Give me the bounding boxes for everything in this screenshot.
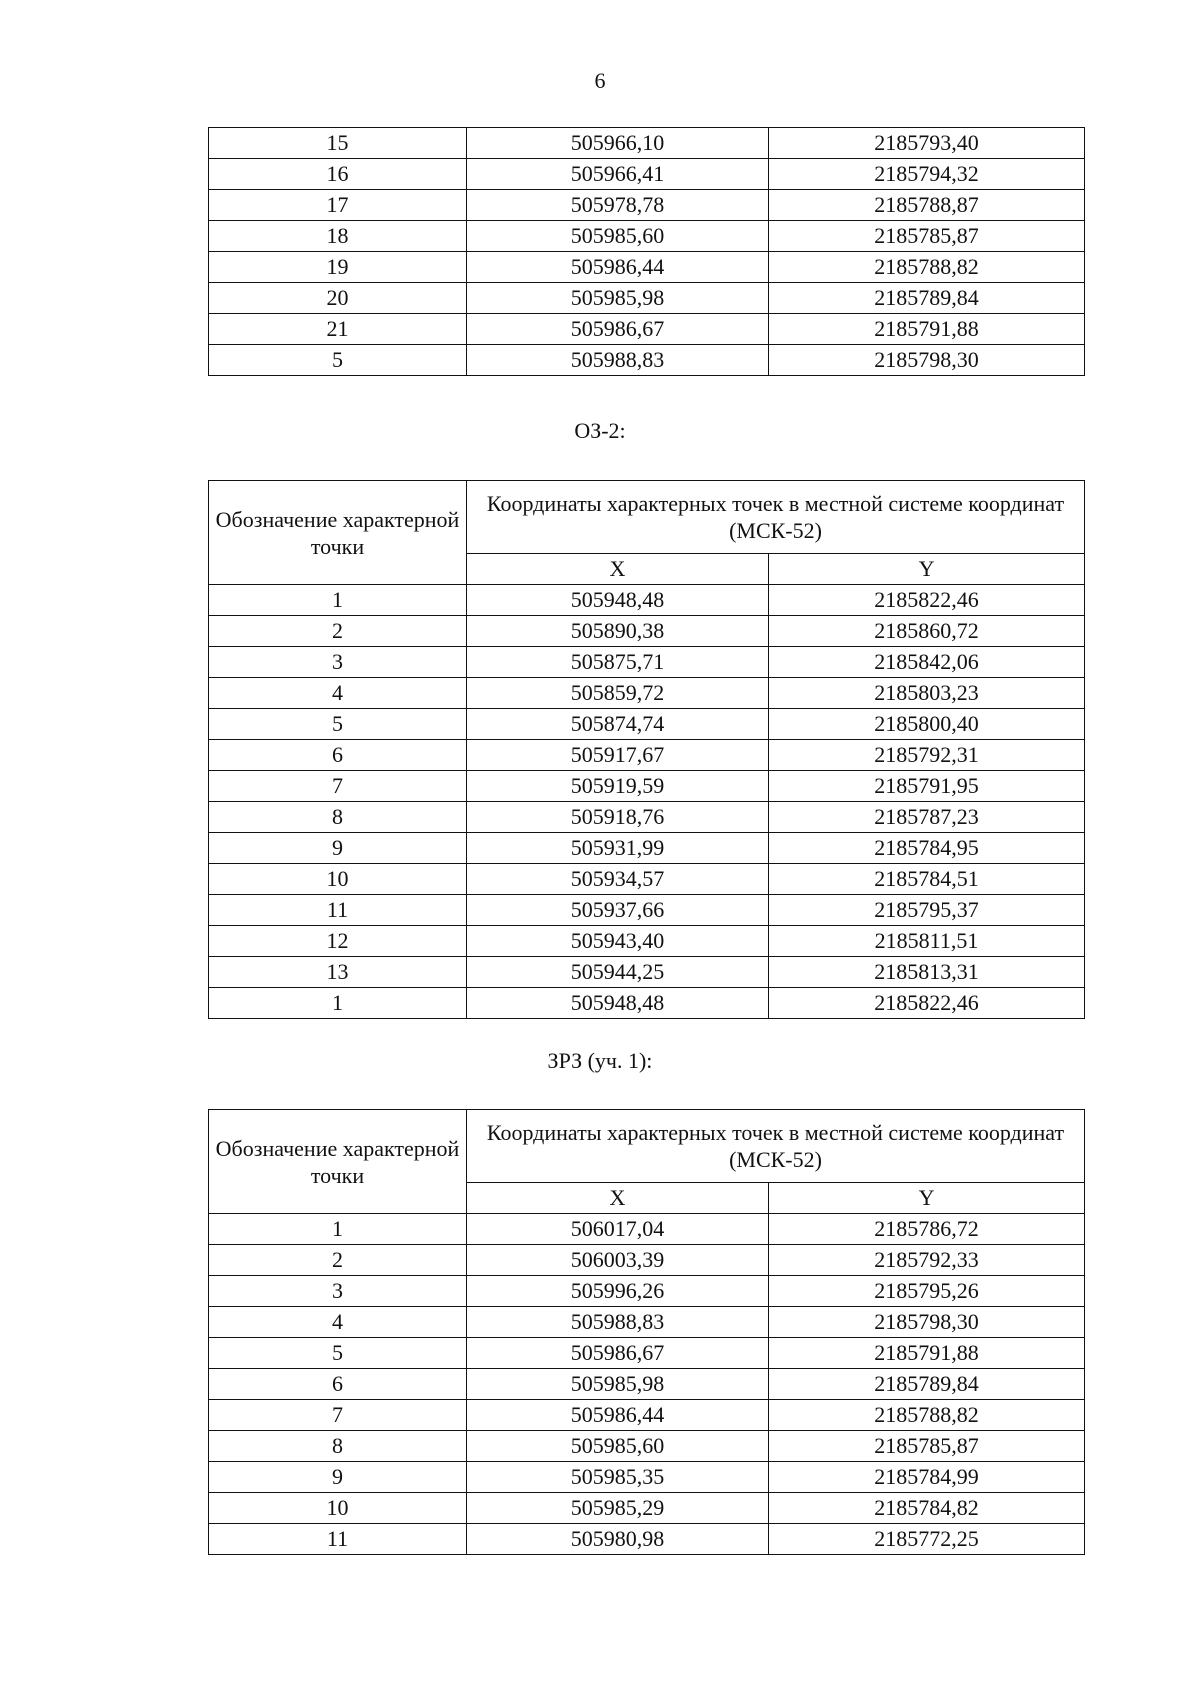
cell-x-coordinate: 505966,10 [467,128,769,159]
header-point-designation: Обозначение характерной точки [209,1110,467,1214]
cell-x-coordinate: 505985,60 [467,1431,769,1462]
header-x: X [467,1183,769,1214]
cell-x-coordinate: 505985,29 [467,1493,769,1524]
cell-x-coordinate: 505985,60 [467,221,769,252]
cell-y-coordinate: 2185811,51 [769,926,1085,957]
cell-y-coordinate: 2185795,37 [769,895,1085,926]
table-row [209,926,1085,957]
cell-point-number: 8 [209,1431,467,1462]
cell-x-coordinate: 505986,44 [467,1400,769,1431]
cell-point-number: 3 [209,1276,467,1307]
page-number: 6 [594,68,606,93]
cell-y-coordinate: 2185787,23 [769,802,1085,833]
cell-x-coordinate: 505985,98 [467,283,769,314]
table-row [209,1462,1085,1493]
table-row [209,1369,1085,1400]
cell-x-coordinate: 505931,99 [467,833,769,864]
header-y: Y [769,1183,1085,1214]
cell-y-coordinate: 2185788,82 [769,1400,1085,1431]
cell-point-number: 8 [209,802,467,833]
cell-x-coordinate: 505875,71 [467,647,769,678]
table-row [209,895,1085,926]
table-row [209,1307,1085,1338]
cell-point-number: 1 [209,988,467,1019]
table-body [209,585,1085,1019]
cell-point-number: 7 [209,771,467,802]
cell-x-coordinate: 505944,25 [467,957,769,988]
table-row [209,221,1085,252]
cell-y-coordinate: 2185803,23 [769,678,1085,709]
table-row [209,190,1085,221]
cell-point-number: 15 [209,128,467,159]
cell-y-coordinate: 2185786,72 [769,1214,1085,1245]
cell-y-coordinate: 2185791,95 [769,771,1085,802]
header-y: Y [769,554,1085,585]
cell-point-number: 18 [209,221,467,252]
section-title-zrz: ЗРЗ (уч. 1): [547,1048,653,1073]
header-x: X [467,554,769,585]
header-coordinates: Координаты характерных точек в местной системе координат (МСК-52) [467,481,1085,554]
cell-y-coordinate: 2185822,46 [769,988,1085,1019]
cell-point-number: 20 [209,283,467,314]
cell-x-coordinate: 505986,67 [467,1338,769,1369]
table-row [209,283,1085,314]
table-row [209,678,1085,709]
table-row [209,1400,1085,1431]
cell-x-coordinate: 505948,48 [467,585,769,616]
table-row [209,740,1085,771]
cell-point-number: 21 [209,314,467,345]
cell-point-number: 13 [209,957,467,988]
cell-point-number: 1 [209,1214,467,1245]
table-row [209,647,1085,678]
cell-y-coordinate: 2185860,72 [769,616,1085,647]
cell-x-coordinate: 505919,59 [467,771,769,802]
table-body [209,128,1085,376]
cell-x-coordinate: 505985,98 [467,1369,769,1400]
cell-y-coordinate: 2185784,51 [769,864,1085,895]
cell-y-coordinate: 2185791,88 [769,1338,1085,1369]
cell-y-coordinate: 2185795,26 [769,1276,1085,1307]
cell-point-number: 4 [209,1307,467,1338]
cell-y-coordinate: 2185800,40 [769,709,1085,740]
table-row [209,1431,1085,1462]
table-header [209,481,1085,585]
cell-point-number: 11 [209,1524,467,1555]
cell-y-coordinate: 2185784,82 [769,1493,1085,1524]
cell-point-number: 5 [209,345,467,376]
table-row [209,128,1085,159]
cell-y-coordinate: 2185792,33 [769,1245,1085,1276]
cell-point-number: 2 [209,616,467,647]
table-header [209,1110,1085,1214]
table-row [209,1276,1085,1307]
cell-y-coordinate: 2185842,06 [769,647,1085,678]
cell-y-coordinate: 2185788,87 [769,190,1085,221]
header-point-designation: Обозначение характерной точки [209,481,467,585]
cell-y-coordinate: 2185798,30 [769,345,1085,376]
cell-y-coordinate: 2185789,84 [769,1369,1085,1400]
cell-point-number: 3 [209,647,467,678]
cell-point-number: 16 [209,159,467,190]
cell-x-coordinate: 505890,38 [467,616,769,647]
cell-y-coordinate: 2185785,87 [769,221,1085,252]
coordinates-table-zrz [208,1109,1085,1555]
cell-point-number: 2 [209,1245,467,1276]
cell-x-coordinate: 505943,40 [467,926,769,957]
cell-x-coordinate: 505966,41 [467,159,769,190]
cell-y-coordinate: 2185791,88 [769,314,1085,345]
cell-point-number: 6 [209,740,467,771]
cell-x-coordinate: 505986,44 [467,252,769,283]
cell-y-coordinate: 2185794,32 [769,159,1085,190]
cell-x-coordinate: 505948,48 [467,988,769,1019]
cell-y-coordinate: 2185822,46 [769,585,1085,616]
cell-y-coordinate: 2185784,99 [769,1462,1085,1493]
cell-x-coordinate: 505978,78 [467,190,769,221]
cell-y-coordinate: 2185788,82 [769,252,1085,283]
cell-point-number: 11 [209,895,467,926]
cell-point-number: 10 [209,864,467,895]
cell-point-number: 5 [209,1338,467,1369]
cell-x-coordinate: 505859,72 [467,678,769,709]
cell-point-number: 5 [209,709,467,740]
cell-x-coordinate: 505988,83 [467,345,769,376]
table-row [209,345,1085,376]
cell-x-coordinate: 505917,67 [467,740,769,771]
table-row [209,709,1085,740]
section-title-oz2: ОЗ-2: [574,418,626,443]
cell-y-coordinate: 2185789,84 [769,283,1085,314]
cell-x-coordinate: 505918,76 [467,802,769,833]
cell-point-number: 6 [209,1369,467,1400]
cell-y-coordinate: 2185785,87 [769,1431,1085,1462]
cell-point-number: 9 [209,833,467,864]
cell-point-number: 12 [209,926,467,957]
table-row [209,616,1085,647]
table-row [209,864,1085,895]
table-row [209,314,1085,345]
table-row [209,585,1085,616]
cell-point-number: 7 [209,1400,467,1431]
table-row [209,1338,1085,1369]
cell-y-coordinate: 2185798,30 [769,1307,1085,1338]
cell-x-coordinate: 505980,98 [467,1524,769,1555]
table-row [209,1245,1085,1276]
cell-x-coordinate: 506017,04 [467,1214,769,1245]
cell-point-number: 4 [209,678,467,709]
cell-y-coordinate: 2185772,25 [769,1524,1085,1555]
table-row [209,833,1085,864]
cell-point-number: 10 [209,1493,467,1524]
table-row [209,159,1085,190]
cell-point-number: 1 [209,585,467,616]
cell-y-coordinate: 2185792,31 [769,740,1085,771]
cell-point-number: 19 [209,252,467,283]
cell-y-coordinate: 2185784,95 [769,833,1085,864]
table-row [209,957,1085,988]
coordinates-table-oz2 [208,480,1085,1019]
table-row [209,771,1085,802]
table-row [209,1524,1085,1555]
coordinates-table-continued [208,127,1085,376]
table-row [209,988,1085,1019]
table-row [209,1493,1085,1524]
cell-x-coordinate: 505988,83 [467,1307,769,1338]
cell-point-number: 9 [209,1462,467,1493]
cell-point-number: 17 [209,190,467,221]
cell-y-coordinate: 2185793,40 [769,128,1085,159]
table-body [209,1214,1085,1555]
table-row [209,252,1085,283]
cell-x-coordinate: 506003,39 [467,1245,769,1276]
cell-x-coordinate: 505986,67 [467,314,769,345]
cell-y-coordinate: 2185813,31 [769,957,1085,988]
table-row [209,1214,1085,1245]
cell-x-coordinate: 505874,74 [467,709,769,740]
cell-x-coordinate: 505937,66 [467,895,769,926]
header-coordinates: Координаты характерных точек в местной системе координат (МСК-52) [467,1110,1085,1183]
cell-x-coordinate: 505934,57 [467,864,769,895]
cell-x-coordinate: 505996,26 [467,1276,769,1307]
cell-x-coordinate: 505985,35 [467,1462,769,1493]
table-row [209,802,1085,833]
